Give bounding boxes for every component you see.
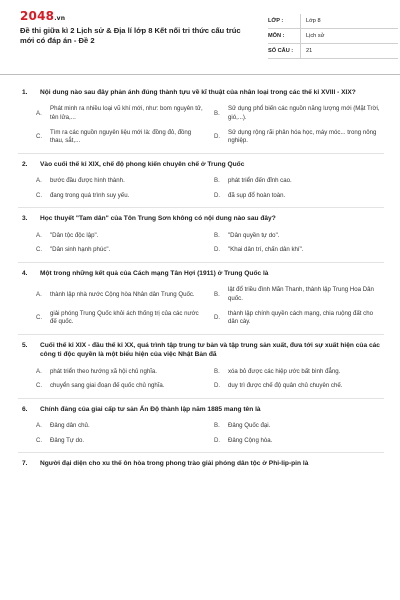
answer-options — [18, 286, 384, 326]
meta-label: SỐ CÂU : — [268, 44, 301, 58]
question-number: 6. — [22, 405, 28, 413]
option-text: thành lập nhà nước Cộng hòa Nhân dân Trung Quốc. — [50, 290, 195, 298]
question-item — [18, 263, 384, 335]
answer-options — [18, 368, 384, 391]
option-letter: D. — [214, 246, 221, 254]
option-letter: D. — [214, 436, 221, 444]
question-text: Người đại diện cho xu thế ôn hòa trong phong trào giải phóng dân tộc ở Phi-lip-pin là — [40, 460, 309, 468]
answer-option[interactable] — [214, 286, 384, 303]
option-text: Phát minh ra nhiều loại vũ khí mới, như: bom nguyên tử, tên lửa,... — [50, 105, 203, 121]
question-number: 5. — [22, 341, 28, 349]
option-text: Sử dụng rộng rãi phân hóa học, máy móc... trong nông nghiệp. — [228, 128, 377, 145]
answer-option[interactable] — [36, 246, 206, 255]
question-header — [18, 160, 384, 169]
answer-option[interactable] — [214, 232, 384, 241]
question-item — [18, 399, 384, 454]
meta-row-grade — [268, 14, 398, 29]
exam-meta-table — [268, 14, 398, 59]
question-header — [18, 405, 384, 414]
answer-option[interactable] — [36, 129, 206, 146]
question-text: Học thuyết "Tam dân" của Tôn Trung Sơn không có nội dung nào sau đây? — [40, 215, 276, 223]
answer-option[interactable] — [36, 192, 206, 201]
option-text: chuyển sang giai đoạn đế quốc chủ nghĩa. — [50, 382, 165, 390]
answer-option[interactable] — [36, 310, 206, 327]
answer-option[interactable] — [214, 129, 384, 146]
question-number: 2. — [22, 160, 28, 168]
option-text: Đảng Tự do. — [50, 436, 85, 444]
option-letter: C. — [36, 382, 43, 390]
answer-option[interactable] — [36, 382, 206, 391]
question-header — [18, 88, 384, 97]
option-text: đang trong quá trình suy yếu. — [50, 191, 130, 199]
answer-option[interactable] — [214, 422, 384, 431]
exam-title: Đề thi giữa kì 2 Lịch sử & Địa lí lớp 8 Kết nối tri thức cấu trúc mới có đáp án - Đề 2 — [20, 26, 241, 45]
option-letter: D. — [214, 313, 221, 321]
question-item — [18, 154, 384, 209]
answer-option[interactable] — [36, 368, 206, 377]
option-letter: C. — [36, 132, 43, 140]
option-text: phát triển theo hướng xã hội chủ nghĩa. — [50, 367, 158, 375]
meta-row-count — [268, 44, 398, 59]
answer-options — [18, 105, 384, 145]
answer-option[interactable] — [36, 286, 206, 303]
answer-option[interactable] — [214, 177, 384, 186]
question-text: Một trong những kết quả của Cách mạng Tân Hợi (1911) ở Trung Quốc là — [40, 269, 269, 277]
option-text: Đảng dân chủ. — [50, 422, 90, 430]
option-letter: C. — [36, 191, 43, 199]
option-text: Tìm ra các nguồn nguyên liệu mới là: đồng đỏ, đồng thau, sắt,... — [50, 128, 192, 145]
exam-header — [18, 0, 384, 66]
question-text: Cuối thế kỉ XIX - đầu thế kỉ XX, quá trình tập trung tư bản và tập trung sản xuất, đưa tới sự xuất hiện của các công ti độc quyền là một biểu hiện của việc Nhật Bản đã — [40, 341, 380, 359]
option-text: "Dân tộc độc lập". — [50, 231, 99, 239]
option-text: bước đầu được hình thành. — [50, 177, 125, 185]
answer-option[interactable] — [214, 382, 384, 391]
option-letter: A. — [36, 177, 42, 185]
question-number: 1. — [22, 89, 28, 96]
option-text: giải phóng Trung Quốc khỏi ách thống trị của các nước đế quốc. — [50, 309, 199, 326]
meta-label: MÔN : — [268, 29, 301, 43]
option-letter: C. — [36, 246, 43, 254]
question-item — [18, 453, 384, 475]
site-logo[interactable] — [20, 9, 65, 23]
option-text: phát triển đến đỉnh cao. — [228, 177, 292, 185]
option-text: đã sụp đổ hoàn toàn. — [228, 191, 286, 199]
option-letter: B. — [214, 290, 220, 298]
question-text: Chính đảng của giai cấp tư sản Ấn Độ thành lập năm 1885 mang tên là — [40, 405, 261, 413]
header-divider — [0, 74, 400, 75]
answer-options — [18, 232, 384, 255]
option-letter: B. — [214, 422, 220, 430]
option-letter: C. — [36, 436, 43, 444]
answer-option[interactable] — [214, 246, 384, 255]
meta-value: Lịch sử — [306, 33, 325, 39]
question-list — [18, 82, 384, 476]
question-header — [18, 341, 384, 360]
option-letter: D. — [214, 132, 221, 140]
question-item — [18, 82, 384, 154]
option-letter: B. — [214, 231, 220, 239]
option-letter: D. — [214, 191, 221, 199]
meta-label: LỚP : — [268, 14, 301, 28]
answer-option[interactable] — [36, 422, 206, 431]
answer-option[interactable] — [214, 437, 384, 446]
option-text: Đảng Quốc đại. — [228, 422, 271, 430]
option-text: duy trì được chế độ quân chủ chuyên chế. — [228, 382, 343, 390]
option-text: "Dân quyền tự do". — [228, 231, 280, 239]
answer-options — [18, 177, 384, 200]
option-letter: A. — [36, 231, 42, 239]
answer-option[interactable] — [36, 177, 206, 186]
question-item — [18, 335, 384, 399]
question-header — [18, 214, 384, 223]
option-text: Đảng Cộng hòa. — [228, 436, 273, 444]
option-letter: B. — [214, 109, 220, 117]
option-text: lật đổ triều đình Mãn Thanh, thành lập Trung Hoa Dân quốc. — [228, 286, 374, 302]
option-letter: C. — [36, 313, 43, 321]
answer-option[interactable] — [36, 105, 206, 122]
question-text: Nội dung nào sau đây phản ánh đúng thành tựu về kĩ thuật của nhân loại trong các thế kỉ XVIII - XIX? — [40, 89, 356, 96]
option-text: "Khai dân trí, chấn dân khí". — [228, 246, 304, 254]
option-text: "Dân sinh hạnh phúc". — [50, 246, 111, 254]
option-letter: A. — [36, 422, 42, 430]
answer-option[interactable] — [214, 105, 384, 122]
answer-option[interactable] — [36, 232, 206, 241]
answer-option[interactable] — [214, 310, 384, 327]
question-number: 3. — [22, 215, 28, 223]
meta-value: 21 — [306, 48, 313, 54]
meta-value: Lớp 8 — [306, 18, 321, 24]
answer-option[interactable] — [214, 192, 384, 201]
option-text: Sử dụng phổ biến các nguồn năng lượng mới (Mặt Trời, gió,...). — [228, 105, 380, 121]
logo-main: 2048 — [20, 9, 55, 23]
option-letter: A. — [36, 367, 42, 375]
question-header — [18, 459, 384, 468]
option-text: thành lập chính quyền cách mạng, chia ruộng đất cho dân cày. — [228, 309, 373, 326]
meta-row-subject — [268, 29, 398, 44]
question-header — [18, 269, 384, 278]
question-number: 7. — [22, 460, 28, 468]
option-letter: B. — [214, 177, 220, 185]
question-number: 4. — [22, 269, 28, 277]
option-letter: A. — [36, 290, 42, 298]
answer-options — [18, 422, 384, 445]
answer-option[interactable] — [36, 437, 206, 446]
option-letter: D. — [214, 382, 221, 390]
question-item — [18, 208, 384, 263]
question-text: Vào cuối thế kỉ XIX, chế độ phong kiến chuyên chế ở Trung Quốc — [40, 160, 245, 168]
option-text: xóa bỏ được các hiệp ước bất bình đẳng. — [228, 367, 341, 375]
option-letter: A. — [36, 109, 42, 117]
answer-option[interactable] — [214, 368, 384, 377]
logo-tld: .vn — [54, 15, 66, 22]
option-letter: B. — [214, 367, 220, 375]
